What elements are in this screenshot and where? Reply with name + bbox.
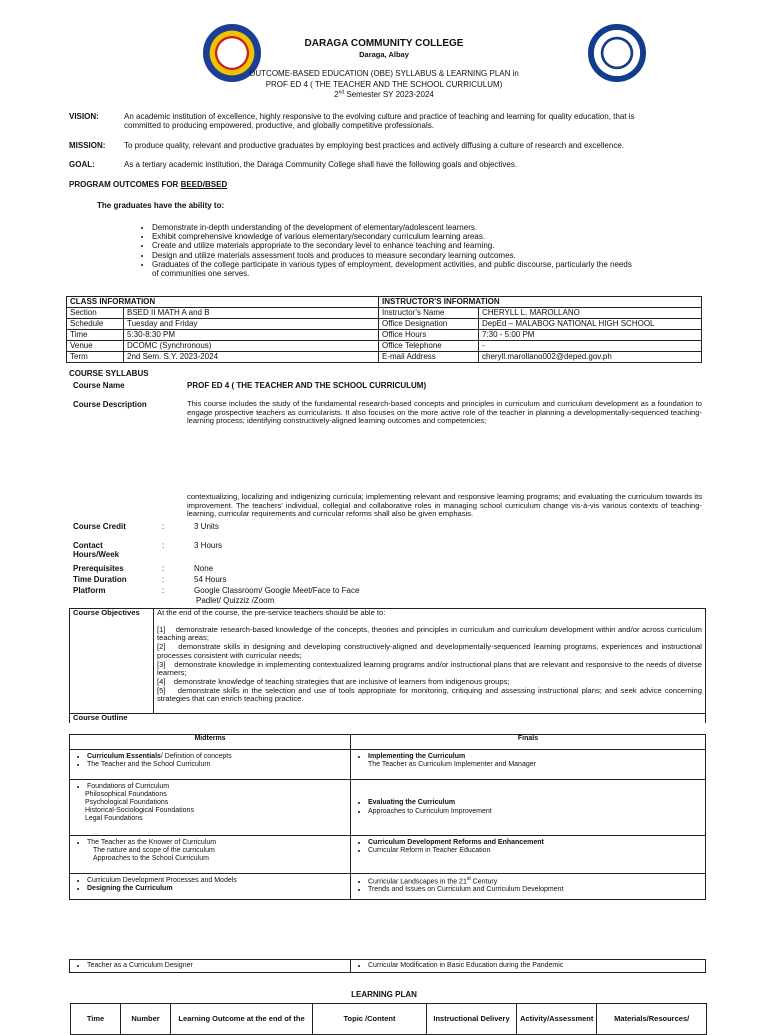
prerequisites-colon: : [162,564,165,573]
course-description-label: Course Description [73,400,147,409]
table-cell: BSED II MATH A and B [124,308,379,319]
program-outcomes-prefix: PROGRAM OUTCOMES FOR [69,180,181,189]
course-objectives-content [154,609,706,714]
semester-rest: Semester SY 2023-2024 [344,90,434,99]
platform-line1: Google Classroom/ Google Meet/Face to Face [194,586,360,595]
course-objectives-table [69,608,706,723]
list-item: • The Teacher and the School Curriculum [87,761,347,769]
vision-text: An academic institution of excellence, highly responsive to the evolving culture and practice of teaching and learning for quality education, that is committed to producing empowered, productive, and globally competitive professionals. [124,112,635,131]
outline-cell [70,874,351,900]
outline-subtopic: The nature and scope of the curriculum [93,847,215,855]
objective-text: demonstrate skills in designing and developing constructively-aligned and developmentally-sequenced learning programs, experiences and instructional processes consistent with curricular needs; [157,642,702,660]
outline-topic: Curriculum Essentials [87,753,161,760]
college-name: DARAGA COMMUNITY COLLEGE [304,38,464,49]
course-description-part2: contextualizing, localizing and indigenizing curricula; implementing relevant and responsive learning programs; and evaluating the curriculum towards its improvement. The teachers' individual, collegial and collaborative roles in managing school curriculum change vis-à-vis various contexts of teaching-learning, curricular requirements and curricular reforms shall also be given emphasis. [187,492,702,519]
table-cell: DCOMC (Synchronous) [124,341,379,352]
semester-num: 2 [334,90,339,99]
platform-line2: Padlet/ Quizziz /Zoom [196,596,275,605]
course-outline-label: Course Outline [70,714,706,723]
list-item: • Teacher as a Curriculum Designer [87,962,347,970]
objective-item [157,687,702,704]
outline-cell [70,750,351,780]
list-item: • Exhibit comprehensive knowledge of various elementary/secondary curriculum learning areas. [152,232,637,241]
table-cell: 5:30-8:30 PM [124,330,379,341]
class-info-header: CLASS INFORMATION [67,297,379,308]
table-cell: - [479,341,702,352]
objective-number: [5] [157,685,166,695]
outline-subtopic: Historical-Sociological Foundations [85,807,194,815]
list-item: • Create and utilize materials appropriate to the secondary level to enhance teaching and learning. [152,241,637,250]
lp-header-time: Time [71,1004,121,1035]
outline-subtopic: The Teacher as Curriculum Implementer and Manager [368,761,536,769]
class-info-table [66,296,702,363]
semester-sup: nd [338,89,345,96]
table-cell: DepEd – MALABOG NATIONAL HIGH SCHOOL [479,319,702,330]
list-item: • Approaches to Curriculum Improvement [368,808,702,816]
table-row [67,308,702,319]
outline-subtopic: Psychological Foundations [85,799,169,807]
outline-cell [351,874,706,900]
course-outline-continuation [69,959,706,973]
program-outcomes-list [137,223,637,278]
list-item: • Trends and Issues on Curriculum and Curriculum Development [368,886,702,894]
table-cell: Office Hours [379,330,479,341]
lp-header-materials: Materials/Resources/ [597,1004,707,1035]
objective-number: [2] [157,642,166,652]
contact-hours: 3 Hours [194,541,223,550]
instructor-info-header: INSTRUCTOR'S INFORMATION [379,297,702,308]
table-cell: 7:30 - 5:00 PM [479,330,702,341]
lp-header-topic: Topic /Content [313,1004,427,1035]
objective-number: [1] [157,624,166,634]
table-cell: 2nd Sem. S.Y. 2023-2024 [124,352,379,363]
outline-topic-rest: / Definition of concepts [160,753,232,760]
list-item: • Evaluating the Curriculum [368,799,702,807]
course-credit: 3 Units [194,522,219,531]
objective-item [157,643,702,660]
lp-header-instructional-delivery: Instructional Delivery [427,1004,517,1035]
outline-topic: Curricular Landscapes in the 21 [368,878,467,886]
course-title: PROF ED 4 ( THE TEACHER AND THE SCHOOL CURRICULUM) [265,80,503,89]
learning-plan-table [70,1003,707,1035]
list-item: • Curriculum Development Processes and Models [87,877,347,885]
objective-number: [3] [157,659,166,669]
program-outcomes-programs: BEED/BSED [180,180,228,189]
table-cell: Schedule [67,319,124,330]
objectives-intro: At the end of the course, the pre-service teachers should be able to: [157,608,386,617]
course-credit-colon: : [162,522,165,531]
list-item: • Foundations of Curriculum [87,783,347,791]
dcc-logo [588,24,646,82]
vision-label: VISION: [69,112,99,121]
prerequisites-label: Prerequisites [73,564,124,573]
list-item [87,753,347,761]
outline-cell [70,836,351,874]
table-cell: Term [67,352,124,363]
outline-cell [351,960,706,973]
college-location: Daraga, Albay [359,50,409,59]
list-item: • Curricular Reform in Teacher Education [368,847,702,855]
outline-subtopic: Philosophical Foundations [85,791,167,799]
objective-text: demonstrate research-based knowledge of the concepts, theories and principles in curriculum and curriculum development within and/or across curriculum teaching areas; [157,624,702,643]
table-row [67,319,702,330]
contact-hours-label: Contact Hours/Week [73,541,120,560]
list-item: • The Teacher as the Knower of Curriculum [87,839,347,847]
list-item: • Curriculum Development Reforms and Enhancement [368,839,702,847]
finals-header: Finals [351,735,706,750]
outline-subtopic: Approaches to the School Curriculum [93,855,209,863]
table-cell: cheryll.marollano002@deped.gov.ph [479,352,702,363]
outline-topic-rest: Century [470,878,498,886]
goal-label: GOAL: [69,160,95,169]
platform-label: Platform [73,586,106,595]
table-cell: Instructor's Name [379,308,479,319]
table-cell: Office Designation [379,319,479,330]
time-duration: 54 Hours [194,575,227,584]
table-cell: Time [67,330,124,341]
list-item: • Graduates of the college participate in various types of employment, development activities, and public discourse, particularly the needs of communities one serves. [152,260,637,278]
contact-hours-colon: : [162,541,165,550]
course-syllabus-heading: COURSE SYLLABUS [69,369,149,378]
time-duration-label: Time Duration [73,575,127,584]
lp-header-learning-outcome: Learning Outcome at the end of the [171,1004,313,1035]
objective-number: [4] [157,677,166,687]
table-row [67,341,702,352]
course-name-label: Course Name [73,381,125,390]
semester [220,90,548,99]
table-cell: Section [67,308,124,319]
course-credit-label: Course Credit [73,522,126,531]
list-item: • Design and utilize materials assessment tools and produces to measure secondary learning outcomes. [152,251,637,260]
midterms-header: Midterms [70,735,351,750]
mission-text: To produce quality, relevant and productive graduates by employing best practices and actively diffusing a culture of research and excellence. [124,141,624,150]
program-outcomes-heading [69,180,227,189]
outline-cell [351,750,706,780]
objective-text: demonstrate knowledge of teaching strategies that are inclusive of learners from indigenous groups; [173,677,510,687]
objective-item [157,661,702,678]
objective-item [157,626,702,643]
table-cell: CHERYLL L. MAROLLANO [479,308,702,319]
list-item [368,877,702,886]
table-cell: E-mail Address [379,352,479,363]
list-item: • Designing the Curriculum [87,885,347,893]
platform-colon: : [162,586,165,595]
objective-text: demonstrate knowledge in implementing contextualized learning programs and/or instructional plans that are relevant and responsive to the needs of diverse learners; [157,659,702,678]
course-name: PROF ED 4 ( THE TEACHER AND THE SCHOOL CURRICULUM) [187,381,427,390]
course-description-part1: This course includes the study of the fundamental research-based concepts and principles in curriculum and curriculum development as a foundation to engage prospective teachers as curricularists. It also focuses on the more active role of the teacher in planning a developmentally-sequenced teaching-learning process; identifying constructively-aligned learning outcomes and competencies; [187,399,702,426]
lp-header-activity: Activity/Assessment [517,1004,597,1035]
list-item: • Implementing the Curriculum [368,753,702,761]
outline-cell [70,780,351,836]
outline-cell [351,836,706,874]
course-objectives-label: Course Objectives [70,609,154,714]
table-cell: Venue [67,341,124,352]
outline-cell [70,960,351,973]
objective-text: demonstrate skills in the selection and use of tools appropriate for monitoring, critiquing and assessing instructional plans; and seek advice concerning strategies that can enrich teaching practice. [157,685,702,704]
time-duration-colon: : [162,575,165,584]
list-item: • Curricular Modification in Basic Education during the Pandemic [368,962,702,970]
prerequisites: None [194,564,214,573]
table-row [67,330,702,341]
list-item: • Demonstrate in-depth understanding of the development of elementary/adolescent learners. [152,223,637,232]
learning-plan-title: LEARNING PLAN [351,990,417,999]
lp-header-number: Number [121,1004,171,1035]
outline-cell [351,780,706,836]
goal-text: As a tertiary academic institution, the Daraga Community College shall have the following goals and objectives. [124,160,518,169]
table-cell: Tuesday and Friday [124,319,379,330]
mission-label: MISSION: [69,141,106,150]
table-row [67,352,702,363]
program-outcomes-intro: The graduates have the ability to: [97,201,225,210]
outline-topic-sup: st [466,876,471,882]
outline-subtopic: Legal Foundations [85,815,143,823]
course-outline-table [69,734,706,900]
table-cell: Office Telephone [379,341,479,352]
syllabus-title: OUTCOME-BASED EDUCATION (OBE) SYLLABUS & LEARNING PLAN in [249,69,519,78]
